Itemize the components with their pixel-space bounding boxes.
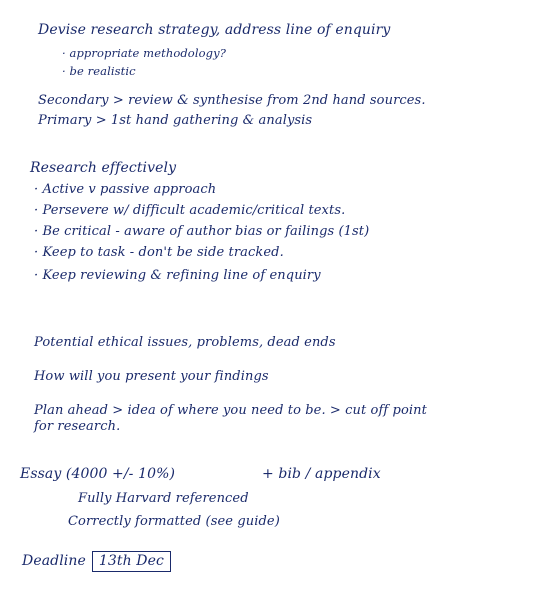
bullet-methodology: · appropriate methodology? (62, 46, 226, 60)
primary-line: Primary > 1st hand gathering & analysis (38, 113, 313, 128)
deadline-row (22, 551, 171, 572)
essay-line: Essay (4000 +/- 10%) (20, 466, 176, 482)
bullet-realistic: · be realistic (62, 64, 136, 78)
research-heading: Research effectively (30, 160, 177, 176)
deadline-value-box: 13th Dec (92, 551, 171, 572)
plan-line: Plan ahead > idea of where you need to be. > cut off point (34, 403, 427, 418)
research-cutoff-line: for research. (34, 419, 121, 434)
ethical-line: Potential ethical issues, problems, dead ends (34, 335, 336, 350)
strategy-heading: Devise research strategy, address line of enquiry (38, 22, 391, 38)
bullet-task: · Keep to task - don't be side tracked. (34, 245, 284, 260)
harvard-line: Fully Harvard referenced (78, 491, 249, 506)
formatted-line: Correctly formatted (see guide) (68, 514, 280, 529)
bullet-persevere: · Persevere w/ difficult academic/critical texts. (34, 203, 346, 218)
bullet-active: · Active v passive approach (34, 182, 217, 197)
bullet-reviewing: · Keep reviewing & refining line of enquiry (34, 268, 321, 283)
bullet-critical: · Be critical - aware of author bias or failings (1st) (34, 224, 370, 239)
deadline-label: Deadline (22, 553, 86, 569)
bib-line: + bib / appendix (262, 466, 381, 482)
secondary-line: Secondary > review & synthesise from 2nd hand sources. (38, 93, 426, 108)
findings-line: How will you present your findings (34, 369, 269, 384)
